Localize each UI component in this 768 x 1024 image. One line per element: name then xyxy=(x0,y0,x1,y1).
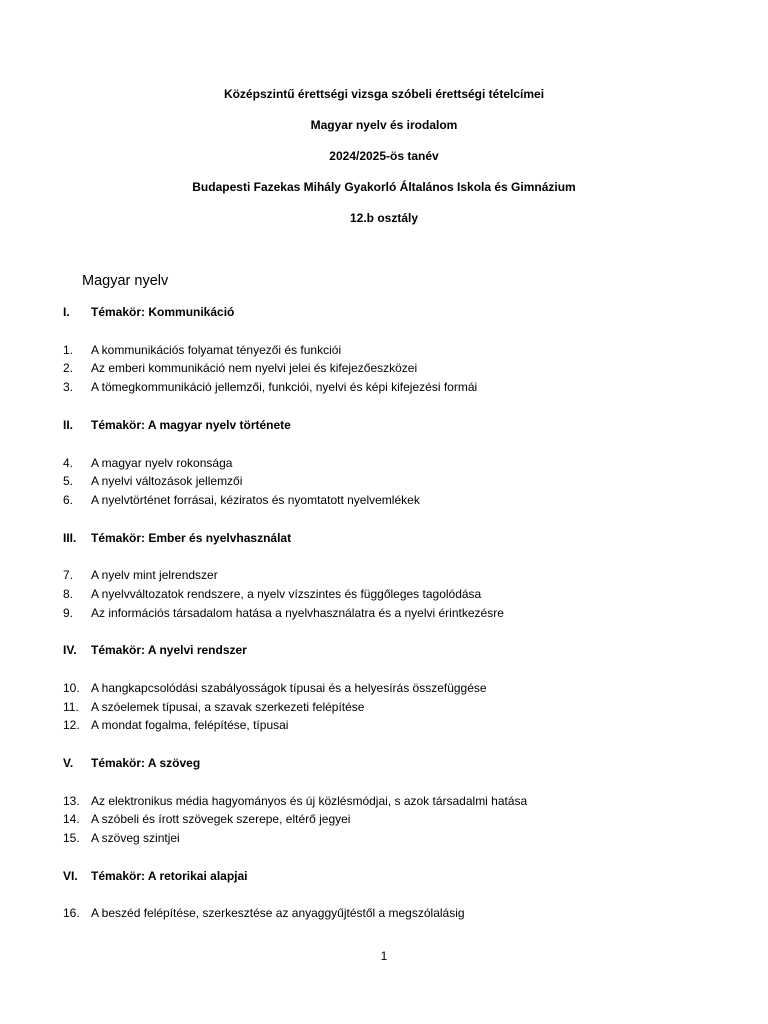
list-item xyxy=(63,567,218,583)
item-text: A nyelvtörténet forrásai, kéziratos és nyomtatott nyelvemlékek xyxy=(91,493,420,507)
list-item xyxy=(63,342,341,358)
topic-heading xyxy=(63,417,291,433)
item-number: 16. xyxy=(63,906,80,920)
item-number: 6. xyxy=(63,493,74,507)
item-number: 5. xyxy=(63,474,74,488)
item-number: 10. xyxy=(63,681,80,695)
list-item xyxy=(63,830,180,846)
list-item xyxy=(63,717,288,733)
item-number: 9. xyxy=(63,606,74,620)
item-text: A szöveg szintjei xyxy=(91,831,180,845)
item-number: 15. xyxy=(63,831,80,845)
item-number: 3. xyxy=(63,380,74,394)
list-item xyxy=(63,905,465,921)
exam-title: Középszintű érettségi vizsga szóbeli érettségi tételcímei xyxy=(223,87,545,101)
item-number: 11. xyxy=(63,700,79,714)
subject-title: Magyar nyelv és irodalom xyxy=(310,118,458,132)
topic-title: Témakör: A szöveg xyxy=(91,756,201,770)
item-text: A kommunikációs folyamat tényezői és funkciói xyxy=(91,343,342,357)
list-item xyxy=(63,699,364,715)
topic-numeral: III. xyxy=(63,531,77,545)
list-item xyxy=(63,811,350,827)
list-item xyxy=(63,360,417,376)
list-item xyxy=(63,680,487,696)
topic-heading xyxy=(63,304,234,320)
list-item xyxy=(63,455,232,471)
item-text: Az elektronikus média hagyományos és új közlésmódjai, s azok társadalmi hatása xyxy=(91,794,528,808)
item-text: A mondat fogalma, felépítése, típusai xyxy=(91,718,289,732)
item-number: 4. xyxy=(63,456,74,470)
topic-numeral: IV. xyxy=(63,643,77,657)
item-text: A szóbeli és írott szövegek szerepe, eltérő jegyei xyxy=(91,812,351,826)
page-number: 1 xyxy=(380,949,388,963)
topic-title: Témakör: A retorikai alapjai xyxy=(91,869,248,883)
item-text: A hangkapcsolódási szabályosságok típusai és a helyesírás összefüggése xyxy=(91,681,487,695)
item-text: A nyelvváltozatok rendszere, a nyelv vízszintes és függőleges tagolódása xyxy=(91,587,482,601)
list-item xyxy=(63,586,481,602)
item-text: Az információs társadalom hatása a nyelvhasználatra és a nyelvi érintkezésre xyxy=(91,606,504,620)
topic-numeral: VI. xyxy=(63,869,78,883)
item-number: 8. xyxy=(63,587,74,601)
topic-title: Témakör: A magyar nyelv története xyxy=(91,418,291,432)
list-item xyxy=(63,793,527,809)
item-text: A szóelemek típusai, a szavak szerkezeti felépítése xyxy=(91,700,365,714)
section-title: Magyar nyelv xyxy=(82,273,169,289)
list-item xyxy=(63,492,420,508)
item-text: A beszéd felépítése, szerkesztése az anyaggyűjtéstől a megszólalásig xyxy=(91,906,465,920)
item-text: A magyar nyelv rokonsága xyxy=(91,456,233,470)
topic-heading xyxy=(63,530,291,546)
topic-title: Témakör: Ember és nyelvhasználat xyxy=(91,531,292,545)
topic-heading xyxy=(63,642,247,658)
item-text: A tömegkommunikáció jellemzői, funkciói, nyelvi és képi kifejezési formái xyxy=(91,380,478,394)
class-name: 12.b osztály xyxy=(349,211,419,225)
topic-numeral: II. xyxy=(63,418,74,432)
topic-title: Témakör: Kommunikáció xyxy=(91,305,235,319)
list-item xyxy=(63,379,477,395)
item-number: 2. xyxy=(63,361,74,375)
school-name: Budapesti Fazekas Mihály Gyakorló Általános Iskola és Gimnázium xyxy=(192,180,576,194)
item-number: 7. xyxy=(63,568,74,582)
topic-numeral: I. xyxy=(63,305,70,319)
item-text: Az emberi kommunikáció nem nyelvi jelei és kifejezőeszközei xyxy=(91,361,418,375)
school-year: 2024/2025-ös tanév xyxy=(329,149,439,163)
item-number: 12. xyxy=(63,718,80,732)
item-text: A nyelvi változások jellemzői xyxy=(91,474,243,488)
list-item xyxy=(63,473,242,489)
topic-heading xyxy=(63,755,200,771)
topic-numeral: V. xyxy=(63,756,74,770)
item-number: 13. xyxy=(63,794,80,808)
topic-heading xyxy=(63,868,248,884)
topic-title: Témakör: A nyelvi rendszer xyxy=(91,643,247,657)
item-number: 1. xyxy=(63,343,74,357)
list-item xyxy=(63,605,504,621)
item-number: 14. xyxy=(63,812,80,826)
item-text: A nyelv mint jelrendszer xyxy=(91,568,218,582)
